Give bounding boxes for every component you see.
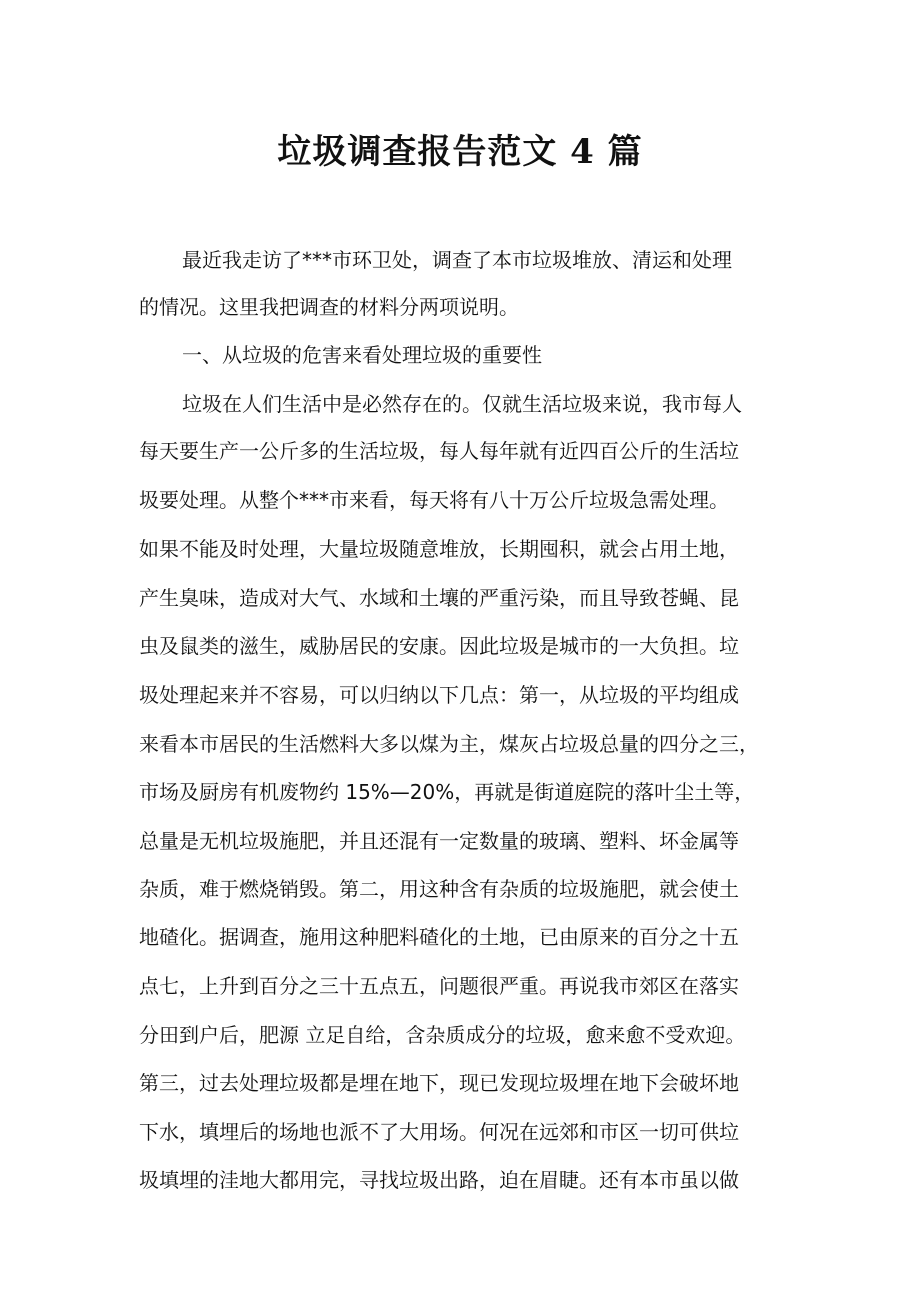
paragraph-line: 来看本市居民的生活燃料大多以煤为主，煤灰占垃圾总量的四分之三， <box>139 732 759 756</box>
paragraph-line: 圾填埋的洼地大都用完，寻找垃圾出路，迫在眉睫。还有本市虽以做 <box>139 1168 739 1192</box>
paragraph-line: 市场及厨房有机废物约 15%—20%，再就是街道庭院的落叶尘土等， <box>139 780 755 804</box>
paragraph-line: 点七，上升到百分之三十五点五，问题很严重。再说我市郊区在落实 <box>139 974 739 998</box>
paragraph-line: 虫及鼠类的滋生，威胁居民的安康。因此垃圾是城市的一大负担。垃 <box>139 634 739 658</box>
paragraph-line: 圾要处理。从整个***市来看，每天将有八十万公斤垃圾急需处理。 <box>139 488 729 512</box>
paragraph-line: 的情况。这里我把调查的材料分两项说明。 <box>139 295 519 319</box>
paragraph-line: 总量是无机垃圾施肥，并且还混有一定数量的玻璃、塑料、坏金属等 <box>139 829 739 853</box>
paragraph-line: 如果不能及时处理，大量垃圾随意堆放，长期囤积，就会占用土地， <box>139 537 739 561</box>
paragraph-line: 第三，过去处理垃圾都是埋在地下，现已发现垃圾埋在地下会破坏地 <box>139 1071 739 1095</box>
section-heading: 一、从垃圾的危害来看处理垃圾的重要性 <box>182 343 542 367</box>
paragraph-line: 垃圾在人们生活中是必然存在的。仅就生活垃圾来说，我市每人 <box>182 392 742 416</box>
paragraph-line: 杂质，难于燃烧销毁。第二，用这种含有杂质的垃圾施肥，就会使土 <box>139 877 739 901</box>
paragraph-line: 圾处理起来并不容易，可以归纳以下几点：第一，从垃圾的平均组成 <box>139 683 739 707</box>
paragraph-line: 分田到户后，肥源 立足自给，含杂质成分的垃圾，愈来愈不受欢迎。 <box>139 1023 746 1047</box>
document-title: 垃圾调查报告范文 4 篇 <box>277 132 643 172</box>
paragraph-line: 地碴化。据调查，施用这种肥料碴化的土地，已由原来的百分之十五 <box>139 925 739 949</box>
paragraph-line: 最近我走访了***市环卫处，调查了本市垃圾堆放、清运和处理 <box>182 248 732 272</box>
paragraph-line: 下水，填埋后的场地也派不了大用场。何况在远郊和市区一切可供垃 <box>139 1120 739 1144</box>
paragraph-line: 每天要生产一公斤多的生活垃圾，每人每年就有近四百公斤的生活垃 <box>139 439 739 463</box>
paragraph-line: 产生臭味，造成对大气、水域和土壤的严重污染，而且导致苍蝇、昆 <box>139 586 739 610</box>
